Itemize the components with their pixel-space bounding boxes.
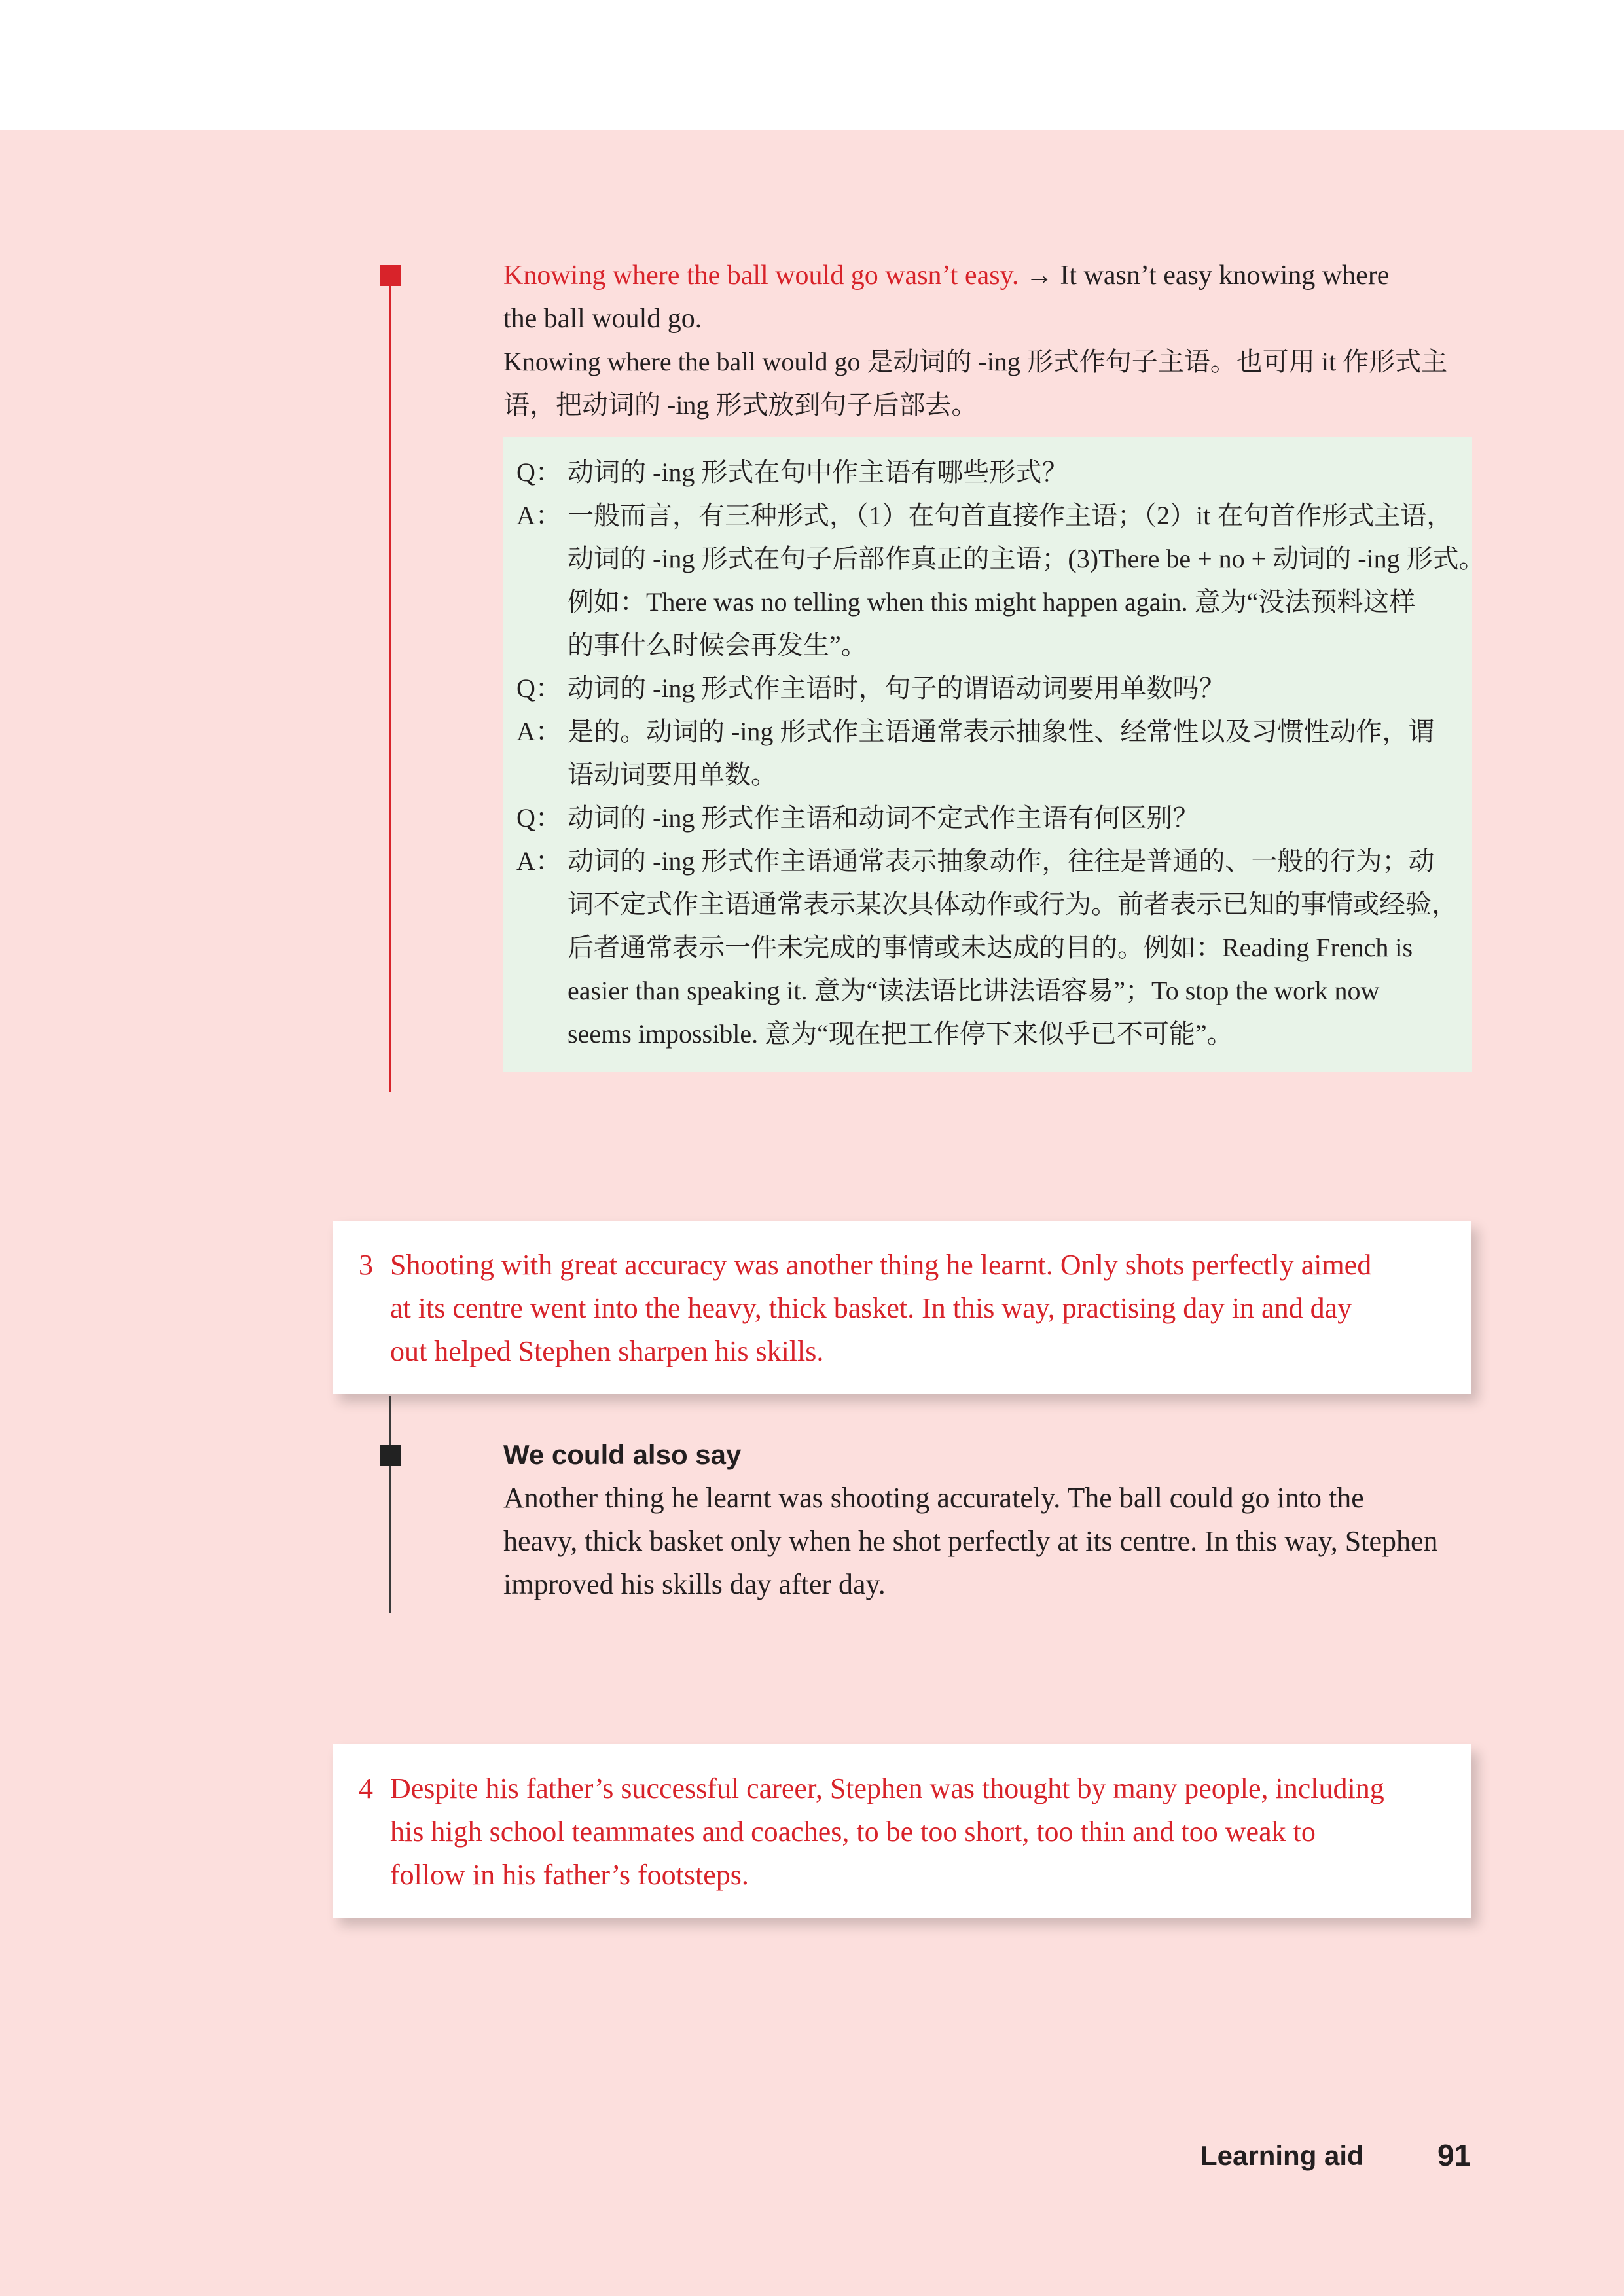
- qa-line: [516, 969, 1510, 1013]
- sentence-number: 4: [359, 1772, 373, 1804]
- qa-tag: Q：: [516, 457, 562, 487]
- qa-line: [516, 926, 1510, 969]
- qa-tag: A：: [516, 717, 562, 746]
- qa-text: 语动词要用单数。: [568, 760, 777, 789]
- alternative-title: We could also say: [503, 1439, 742, 1470]
- qa-text: 词不定式作主语通常表示某次具体动作或行为。前者表示已知的事情或经验，: [568, 889, 1458, 919]
- qa-line: [516, 1013, 1510, 1056]
- alternative-line: Another thing he learnt was shooting accurately. The ball could go into the: [503, 1482, 1364, 1514]
- qa-box: [503, 437, 1485, 1072]
- qa-text: 动词的 -ing 形式在句中作主语有哪些形式？: [568, 457, 1068, 487]
- sentence-line: at its centre went into the heavy, thick basket. In this way, practising day in and day: [390, 1292, 1352, 1324]
- qa-text: 动词的 -ing 形式作主语通常表示抽象动作，往往是普通的、一般的行为；动: [568, 846, 1435, 876]
- qa-line: [516, 883, 1510, 926]
- footer-section-label: Learning aid: [1200, 2140, 1364, 2171]
- qa-text: 的事什么时候会再发生”。: [568, 630, 867, 660]
- black-square-marker: [380, 1445, 401, 1466]
- qa-line: [516, 753, 1510, 797]
- qa-text: 一般而言，有三种形式，（1）在句首直接作主语；（2）it 在句首作形式主语，: [568, 501, 1453, 530]
- rewrite-sentence-part1: It wasn’t easy knowing where: [1053, 260, 1390, 291]
- sentence-line: Shooting with great accuracy was another thing he learnt. Only shots perfectly aimed: [390, 1249, 1372, 1281]
- arrow-glyph: →: [1025, 260, 1053, 291]
- qa-line: [516, 494, 1459, 537]
- qa-text: easier than speaking it. 意为“读法语比讲法语容易”；To stop the work now: [568, 976, 1380, 1005]
- qa-text: 后者通常表示一件未完成的事情或未达成的目的。例如：Reading French is: [568, 933, 1413, 962]
- qa-tag: Q：: [516, 803, 562, 833]
- qa-text: 例如：There was no telling when this might happen again. 意为“没法预料这样: [568, 587, 1416, 617]
- sentence-line: out helped Stephen sharpen his skills.: [390, 1335, 824, 1367]
- qa-line: [516, 451, 1459, 494]
- qa-text: seems impossible. 意为“现在把工作停下来似乎已不可能”。: [568, 1019, 1233, 1049]
- explanation-line-2: 语，把动词的 -ing 形式放到句子后部去。: [503, 390, 978, 420]
- alternative-line: improved his skills day after day.: [503, 1568, 886, 1600]
- red-vertical-rule: [389, 275, 391, 1092]
- qa-line: [516, 537, 1510, 581]
- qa-tag: Q：: [516, 673, 562, 703]
- qa-line: [516, 840, 1459, 883]
- highlight-sentence: Knowing where the ball would go wasn’t easy.: [503, 260, 1019, 291]
- rewrite-sentence-part2: the ball would go.: [503, 304, 702, 334]
- note-grammar-point: [503, 254, 1472, 427]
- black-vertical-rule: [389, 1396, 391, 1613]
- qa-text: 是的。动词的 -ing 形式作主语通常表示抽象性、经常性以及习惯性动作，谓: [568, 717, 1435, 746]
- qa-line: [516, 581, 1510, 624]
- qa-tag: A：: [516, 501, 562, 530]
- sentence-line: follow in his father’s footsteps.: [390, 1859, 749, 1891]
- explanation-line-1: Knowing where the ball would go 是动词的 -ing 形式作句子主语。也可用 it 作形式主: [503, 347, 1448, 376]
- sentence-line: Despite his father’s successful career, Stephen was thought by many people, including: [390, 1772, 1384, 1804]
- sentence-line: his high school teammates and coaches, to be too short, too thin and too weak to: [390, 1816, 1316, 1848]
- sentence-4-box: [333, 1744, 1471, 1918]
- qa-text: 动词的 -ing 形式作主语和动词不定式作主语有何区别？: [568, 803, 1199, 833]
- qa-text: 动词的 -ing 形式在句子后部作真正的主语；(3)There be + no + 动词的 -ing 形式。: [568, 544, 1485, 573]
- qa-text: 动词的 -ing 形式作主语时，句子的谓语动词要用单数吗？: [568, 673, 1225, 703]
- sentence-3-box: [333, 1221, 1471, 1394]
- page-number: 91: [1437, 2138, 1471, 2172]
- qa-line: [516, 624, 1510, 667]
- qa-line: [516, 797, 1459, 840]
- alternative-line: heavy, thick basket only when he shot perfectly at its centre. In this way, Stephen: [503, 1525, 1438, 1557]
- qa-tag: A：: [516, 846, 562, 876]
- qa-line: [516, 667, 1459, 710]
- qa-line: [516, 710, 1459, 753]
- sentence-number: 3: [359, 1249, 373, 1281]
